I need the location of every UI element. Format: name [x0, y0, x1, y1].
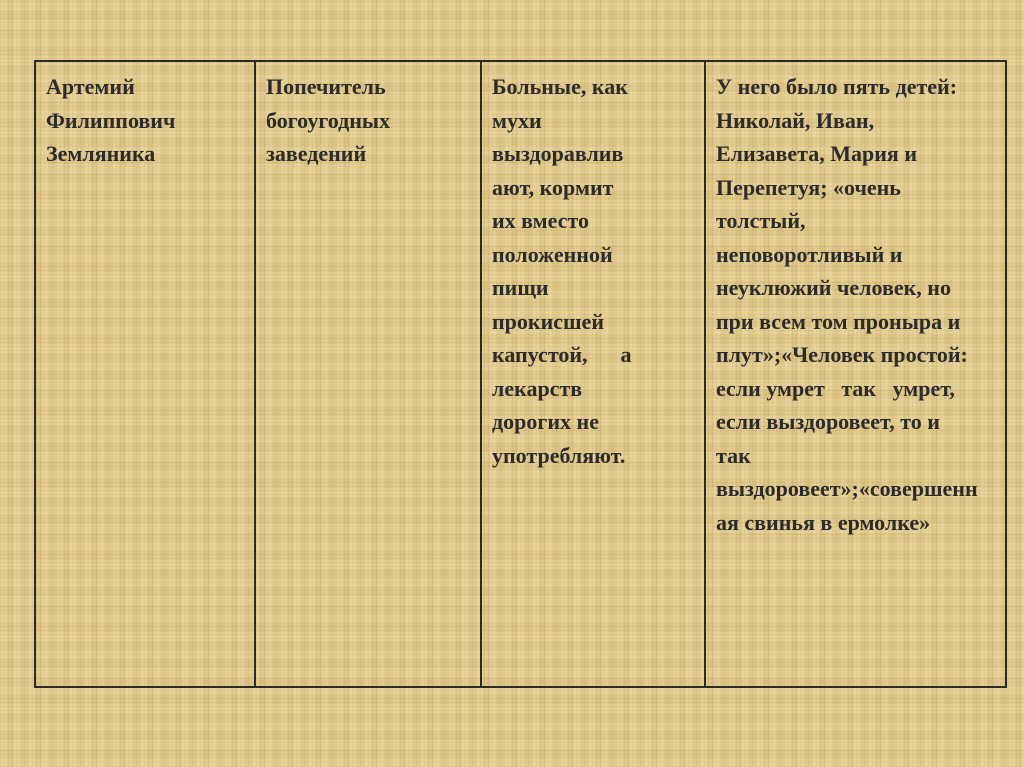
text-line: богоугодных	[266, 107, 391, 133]
text-line: мухи	[492, 107, 542, 133]
text-line: положенной	[492, 241, 613, 267]
text-line: так	[716, 442, 751, 468]
character-position-cell	[255, 61, 481, 687]
character-description-cell	[481, 61, 705, 687]
text-line: ают, кормит	[492, 174, 614, 200]
text-line: Елизавета, Мария и	[716, 141, 918, 166]
text-line: Филиппович	[46, 107, 176, 133]
text-line: при всем том проныра и	[716, 308, 961, 334]
text-line: неповоротливый и	[716, 241, 903, 267]
text-line: заведений	[266, 141, 367, 166]
text-line: дорогих не	[492, 409, 599, 434]
character-name-cell	[35, 61, 255, 687]
text-line: плут»;«Человек простой:	[716, 342, 968, 367]
text-line: Попечитель	[266, 74, 386, 99]
character-table	[34, 60, 1007, 688]
text-line: употребляют.	[492, 442, 626, 468]
text-line: неуклюжий человек, но	[716, 275, 951, 300]
character-quotes-cell	[705, 61, 1006, 687]
text-line: их вместо	[492, 208, 589, 233]
text-line: лекарств	[492, 375, 583, 401]
text-line: пищи	[492, 275, 549, 300]
text-line: У него было пять детей:	[716, 74, 958, 99]
text-line: выздоровеет»;«совершенн	[716, 476, 978, 501]
text-line: Земляника	[46, 141, 156, 166]
text-line: если умрет так умрет,	[716, 375, 955, 401]
text-line: прокисшей	[492, 308, 605, 334]
table-row	[35, 61, 1006, 687]
text-line: толстый,	[716, 208, 806, 233]
text-line: ая свинья в ермолке»	[716, 509, 931, 535]
text-line: Артемий	[46, 74, 135, 99]
text-line: Николай, Иван,	[716, 107, 875, 133]
text-line: если выздоровеет, то и	[716, 409, 940, 434]
text-line: Больные, как	[492, 74, 628, 99]
text-line: выздоравлив	[492, 141, 624, 166]
text-line: Перепетуя; «очень	[716, 174, 901, 200]
text-line: капустой, а	[492, 342, 632, 367]
